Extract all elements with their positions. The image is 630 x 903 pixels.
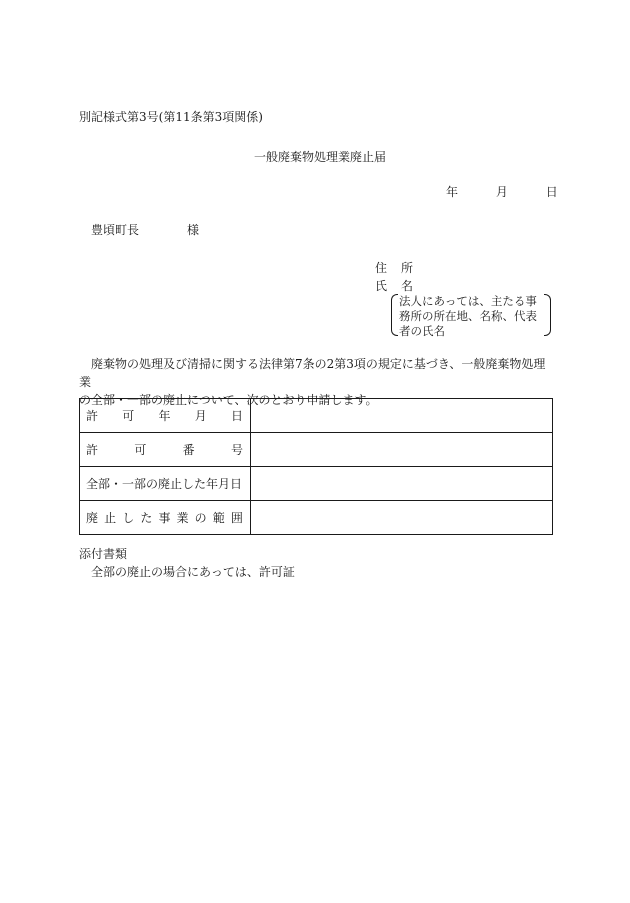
permit-date-value[interactable] [251, 399, 553, 433]
label-char: た [140, 511, 153, 525]
label-char: 業 [176, 511, 189, 525]
date-month-label: 月 [495, 185, 508, 199]
label-char: 囲 [230, 511, 243, 525]
corporation-note-line: 務所の所在地、名称、代表 [399, 309, 537, 323]
label-char: 号 [230, 443, 243, 457]
body-line-1: 廃棄物の処理及び清掃に関する法律第7条の2第3項の規定に基づき、一般廃棄物処理業 [79, 357, 546, 389]
left-bracket [391, 294, 398, 336]
abolition-date-value[interactable] [251, 467, 553, 501]
label-text: 全部・一部の廃止した年月日 [86, 477, 243, 491]
attachment-item: 全部の廃止の場合にあっては、許可証 [91, 565, 295, 579]
body-line-2: の全部・一部の廃止について、次のとおり申請します。 [79, 393, 378, 407]
date-year-label: 年 [446, 185, 459, 199]
label-char: 月 [194, 409, 207, 423]
label-char: 許 [86, 443, 99, 457]
date-day-label: 日 [545, 185, 558, 199]
label-char: 範 [212, 511, 225, 525]
attachments-title: 添付書類 [79, 547, 128, 561]
label-char: の [194, 511, 207, 525]
address-label [375, 259, 413, 276]
label-char: 年 [158, 409, 171, 423]
row-label-business-scope [80, 501, 251, 535]
label-char: 可 [122, 409, 135, 423]
table-row [80, 433, 553, 467]
corporation-note-line: 者の氏名 [399, 324, 445, 338]
name-label-char-2: 名 [401, 279, 414, 293]
addressee-name: 豊頃町長 [91, 223, 140, 237]
label-char: 可 [134, 443, 147, 457]
form-number: 別記様式第3号(第11条第3項関係) [79, 110, 263, 124]
address-label-char-1: 住 [375, 261, 388, 275]
info-table [79, 398, 553, 535]
addressee-honorific: 様 [187, 223, 200, 237]
row-label-permit-number [80, 433, 251, 467]
table-row [80, 399, 553, 433]
addressee [91, 221, 199, 238]
address-label-char-2: 所 [401, 261, 414, 275]
permit-number-value[interactable] [251, 433, 553, 467]
row-label-permit-date [80, 399, 251, 433]
row-label-abolition-date [80, 467, 251, 501]
label-char: 番 [182, 443, 195, 457]
table-row [80, 467, 553, 501]
business-scope-value[interactable] [251, 501, 553, 535]
right-bracket [544, 294, 551, 336]
label-char: 廃 [86, 511, 99, 525]
corporation-note-line: 法人にあっては、主たる事 [399, 294, 537, 308]
document-title: 一般廃棄物処理業廃止届 [253, 150, 386, 164]
label-char: し [122, 511, 135, 525]
name-label-char-1: 氏 [375, 279, 388, 293]
label-char: 止 [104, 511, 117, 525]
date-line [446, 183, 558, 200]
corporation-note [391, 292, 551, 338]
table-row [80, 501, 553, 535]
label-char: 事 [158, 511, 171, 525]
label-char: 日 [230, 409, 243, 423]
label-char: 許 [86, 409, 99, 423]
